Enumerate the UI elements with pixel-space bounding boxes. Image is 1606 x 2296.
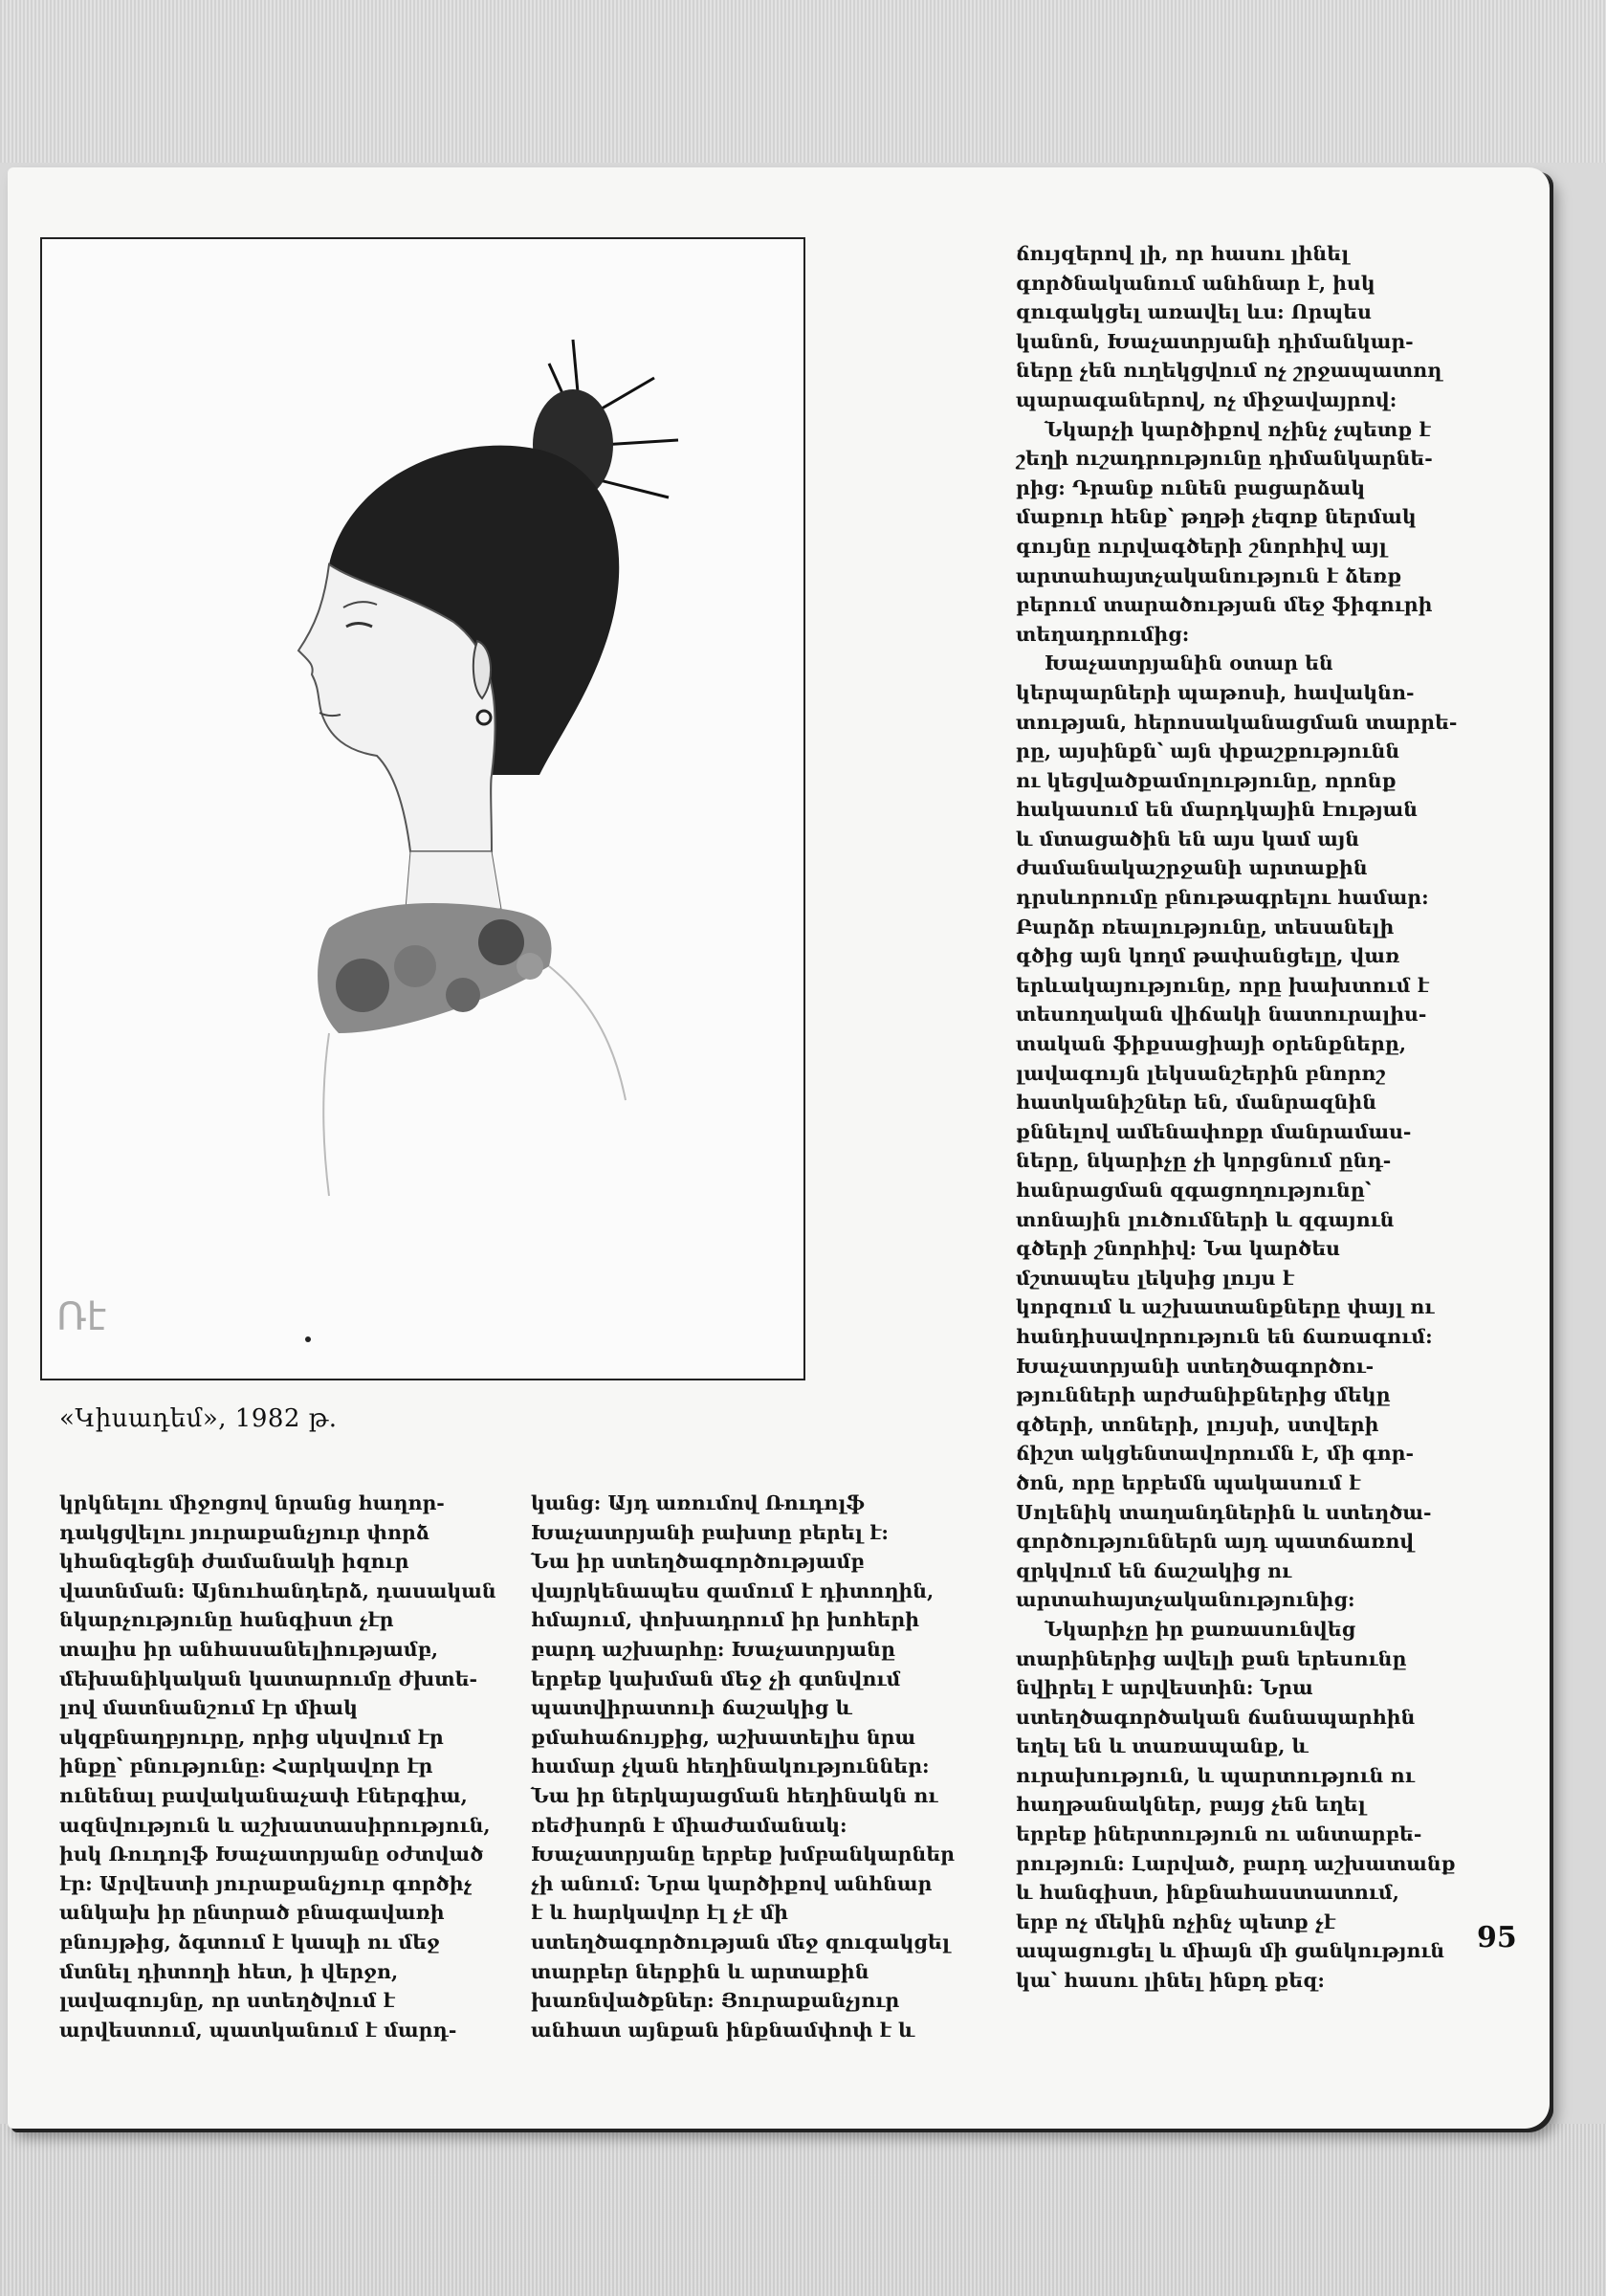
- text-line: ու կեցվածքամոլությունը, որոնք: [1016, 768, 1397, 792]
- text-line: անկախ իր ընտրած բնագավառի: [59, 1901, 445, 1925]
- text-line: տարիներից ավելի քան երեսունը: [1016, 1646, 1407, 1670]
- text-line: արտահայտչականություն է ձեռք: [1016, 563, 1402, 587]
- text-line: երբեք իներտություն ու անտարբե-: [1016, 1822, 1422, 1846]
- text-line: զրկվում են ճաշակից ու: [1016, 1558, 1292, 1582]
- text-line: հանրացման զգացողությունը՝: [1016, 1179, 1372, 1202]
- back-line: [549, 966, 626, 1100]
- text-line: բնույթից, ձգտում է կապի ու մեջ: [59, 1930, 440, 1954]
- text-line: թյունների արժանիքներից մեկը: [1016, 1383, 1391, 1407]
- text-line: ունենալ բավականաչափ էներգիա,: [59, 1783, 468, 1807]
- text-line: քննելով ամենափոքր մանրամաս-: [1016, 1119, 1412, 1143]
- text-line: բարդ աշխարհը: Խաչատրյանը: [531, 1637, 895, 1661]
- text-line: շեղի ուշադրությունը դիմանկարնե-: [1016, 447, 1433, 471]
- text-line: անհատ այնքան ինքնամփոփ է և: [531, 2018, 915, 2042]
- text-line: կհանգեցնի ժամանակի իզուր: [59, 1550, 409, 1574]
- text-line: Սոլենիկ տաղանդներին և ստեղծա-: [1016, 1500, 1432, 1524]
- text-line: մաքուր հենք՝ թղթի չեզոք ներմակ: [1016, 505, 1417, 529]
- scan-background-bottom: [0, 2124, 1606, 2296]
- text-line: բերում տարածության մեջ ֆիգուրի: [1016, 593, 1433, 617]
- text-line: տոնային լուծումների և զգայուն: [1016, 1207, 1395, 1231]
- text-line: ները, նկարիչը չի կորցնում ընդ-: [1016, 1149, 1392, 1173]
- text-line: ճույզերով լի, որ հասու լինել: [1016, 242, 1350, 265]
- portrait-illustration: [40, 237, 805, 1380]
- text-line: նկարչությունը հանգիստ չէր: [59, 1608, 394, 1632]
- text-line: գծերի շնորհիվ: Նա կարծես: [1016, 1237, 1340, 1261]
- text-line: հակասում են մարդկային էության: [1016, 798, 1418, 822]
- text-line: ազնվություն և աշխատասիրություն,: [59, 1813, 491, 1837]
- text-line: վայրկենապես զամում է դիտողին,: [531, 1578, 935, 1602]
- text-line: էր: Արվեստի յուրաքանչյուր գործիչ: [59, 1871, 473, 1895]
- text-line: տարբեր ներքին և արտաքին: [531, 1959, 869, 1983]
- text-line: տեղադրումից:: [1016, 622, 1190, 646]
- text-line: ստեղծագործական ճանապարհին: [1016, 1705, 1416, 1729]
- text-line: եղել են և տառապանք, և: [1016, 1734, 1309, 1758]
- text-line: դրսևորումը բնութագրելու համար:: [1016, 886, 1429, 910]
- text-line: րություն: Լարված, բարդ աշխատանք: [1016, 1851, 1456, 1875]
- text-line: և հանգիստ, ինքնահաստատում,: [1016, 1881, 1399, 1905]
- text-line: լավագույնը, որ ստեղծվում է: [59, 1989, 395, 2013]
- text-line: տալիս իր անհասանելիությամբ,: [59, 1637, 439, 1661]
- text-line: լով մատնանշում էր միակ: [59, 1696, 358, 1720]
- text-line: իսկ Ռուդոլֆ Խաչատրյանը օժտված: [59, 1843, 484, 1866]
- floral-collar: [318, 903, 551, 1033]
- shoulder-line: [323, 1033, 329, 1196]
- text-line: կանոն, Խաչատրյանի դիմանկար-: [1016, 329, 1414, 353]
- text-line: հաղթանակներ, բայց չեն եղել: [1016, 1793, 1366, 1817]
- text-line: Խաչատրյանի բախտը բերել է:: [531, 1520, 889, 1544]
- text-line: հմայում, փոխադրում իր խոհերի: [531, 1608, 920, 1632]
- text-line: ապացուցել և միայն մի ցանկություն: [1016, 1939, 1445, 1963]
- text-line: կանց: Այդ առումով Ռուդոլֆ: [531, 1491, 866, 1514]
- text-line: նվիրել է արվեստին: Նրա: [1016, 1676, 1313, 1700]
- text-line: մեխանիկական կատարումը ժխտե-: [59, 1667, 478, 1690]
- text-line: ուրախություն, և պարտություն ու: [1016, 1763, 1415, 1787]
- text-line: գործություններն այդ պատճառով: [1016, 1530, 1415, 1554]
- text-line: համար չկան հեղինակություններ:: [531, 1755, 930, 1778]
- text-line: Նա իր ստեղծագործությամբ: [531, 1550, 865, 1574]
- figure-caption: «Կիսադեմ», 1982 թ.: [59, 1404, 338, 1433]
- text-line: երևակայությունը, որը խախտում է: [1016, 973, 1429, 997]
- text-line: խառնվածքներ: Յուրաքանչյուր: [531, 1989, 900, 2013]
- text-column-right: [1016, 239, 1457, 1996]
- text-line: ստեղծագործության մեջ զուգակցել: [531, 1930, 951, 1954]
- text-line: կերպարների պաթոսի, հավակնո-: [1016, 680, 1415, 704]
- text-line: հատկանիշներ են, մանրազնին: [1016, 1091, 1376, 1115]
- text-line: երբ ոչ մեկին ոչինչ պետք չէ: [1016, 1910, 1335, 1933]
- scan-background-top: [0, 0, 1606, 163]
- text-line: գծից այն կողմ թափանցելը, վառ: [1016, 944, 1400, 968]
- text-line: կա՝ հասու լինել ինքդ քեզ:: [1016, 1969, 1325, 1993]
- neck: [406, 851, 501, 909]
- page-number: 95: [1477, 1921, 1517, 1954]
- text-column-left: [59, 1489, 496, 2044]
- ink-dot: [305, 1336, 311, 1342]
- text-line: ռեժիսորն է միաժամանակ:: [531, 1813, 847, 1837]
- text-line: գույնը ուրվագծերի շնորհիվ այլ: [1016, 534, 1387, 558]
- text-line: Նկարիչը իր քառասունվեց: [1045, 1617, 1356, 1641]
- text-line: Խաչատրյանը երբեք խմբանկարներ: [531, 1843, 955, 1866]
- text-line: տության, հերոսականացման տարրե-: [1016, 710, 1458, 734]
- text-line: ինքը՝ բնությունը: Հարկավոր էր: [59, 1755, 433, 1778]
- text-line: մշտապես լեկսից լույս է: [1016, 1266, 1294, 1290]
- text-line: քմահաճույքից, աշխատելիս նրա: [531, 1725, 916, 1749]
- text-line: վատնման: Այնուհանդերձ, դասական: [59, 1578, 496, 1602]
- text-line: է և հարկավոր էլ չէ մի: [531, 1901, 788, 1925]
- text-line: գծերի, տոների, լույսի, ստվերի: [1016, 1412, 1379, 1436]
- text-line: ները չեն ուղեկցվում ոչ շրջապատող: [1016, 359, 1442, 383]
- text-line: պարագաներով, ոչ միջավայրով:: [1016, 387, 1397, 411]
- text-line: մտնել դիտողի հետ, ի վերջո,: [59, 1959, 399, 1983]
- text-line: ճիշտ ակցենտավորումն է, մի գոր-: [1016, 1442, 1414, 1466]
- portrait-drawing: [42, 239, 803, 1379]
- text-line: Նկարչի կարծիքով ոչինչ չպետք է: [1045, 417, 1431, 441]
- text-line: րից: Դրանք ունեն բացարձակ: [1016, 475, 1366, 499]
- text-line: ծոն, որը երբեմն պակասում է: [1016, 1470, 1361, 1494]
- signature: Ռէ: [56, 1295, 107, 1339]
- text-line: չի անում: Նրա կարծիքով անհնար: [531, 1871, 933, 1895]
- text-line: կրկնելու միջոցով նրանց հաղոր-: [59, 1491, 445, 1514]
- text-line: արվեստում, պատկանում է մարդ-: [59, 2018, 457, 2042]
- text-line: դակցվելու յուրաքանչյուր փորձ: [59, 1520, 429, 1544]
- text-line: լավագույն լեկսանշերին բնորոշ: [1016, 1061, 1386, 1085]
- text-line: տական ֆիքսացիայի օրենքները,: [1016, 1032, 1406, 1056]
- text-line: երբեք կախման մեջ չի գտնվում: [531, 1667, 901, 1690]
- text-line: և մտացածին են այս կամ այն: [1016, 827, 1360, 850]
- text-line: հանդիսավորություն են ճառագում:: [1016, 1324, 1433, 1348]
- text-line: կորզում և աշխատանքները փայլ ու: [1016, 1295, 1435, 1319]
- text-line: զուգակցել առավել ևս: Որպես: [1016, 300, 1372, 324]
- text-line: պատվիրատուի ճաշակից և: [531, 1696, 852, 1720]
- text-column-middle: [531, 1489, 955, 2044]
- text-line: արտահայտչականությունից:: [1016, 1588, 1355, 1612]
- text-line: սկզբնաղբյուրը, որից սկսվում էր: [59, 1725, 444, 1749]
- text-line: րը, այսինքն՝ այն փքաշքությունն: [1016, 740, 1400, 763]
- text-line: գործնականում անհնար է, իսկ: [1016, 271, 1375, 295]
- text-line: ժամանակաշրջանի արտաքին: [1016, 856, 1368, 880]
- text-line: Բարձր ռեալությունը, տեսանելի: [1016, 915, 1395, 938]
- text-line: Խաչատրյանի ստեղծագործու-: [1016, 1354, 1375, 1378]
- text-line: Նա իր ներկայացման հեղինակն ու: [531, 1783, 938, 1807]
- text-line: տեսողական վիճակի նատուրալիս-: [1016, 1003, 1427, 1027]
- text-line: Խաչատրյանին օտար են: [1045, 651, 1333, 675]
